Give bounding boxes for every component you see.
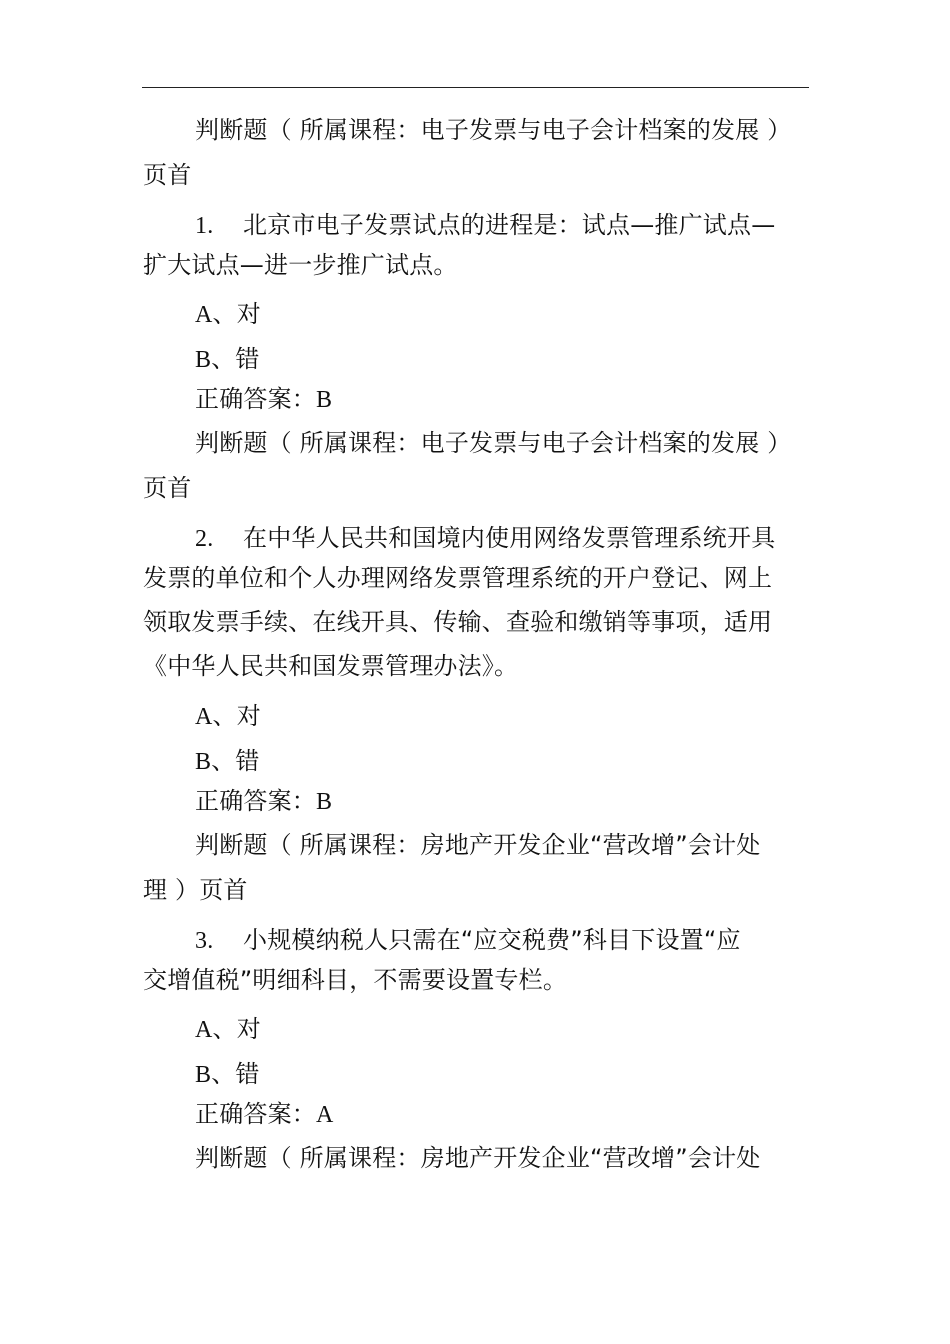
correct-answer: 正确答案：B (195, 385, 333, 413)
option-a: A、对 (195, 300, 261, 328)
question-header: 判断题（ 所属课程：电子发票与电子会计档案的发展 ） (195, 429, 792, 457)
correct-answer: 正确答案：A (195, 1100, 334, 1128)
question-text-line: 发票的单位和个人办理网络发票管理系统的开户登记、网上 (143, 564, 773, 592)
question-text-line: 《中华人民共和国发票管理办法》。 (143, 652, 519, 680)
question-header: 判断题（ 所属课程：房地产开发企业“营改增”会计处 (195, 1144, 761, 1172)
question-text-line: 2. 在中华人民共和国境内使用网络发票管理系统开具 (195, 522, 775, 555)
question-number: 3. (195, 928, 214, 954)
question-header: 判断题（ 所属课程：电子发票与电子会计档案的发展 ） (195, 116, 792, 144)
question-text-line: 交增值税”明细科目，不需要设置专栏。 (143, 966, 568, 994)
header-rule (142, 87, 809, 88)
correct-answer: 正确答案：B (195, 787, 333, 815)
question-text-line: 领取发票手续、在线开具、传输、查验和缴销等事项，适用 (143, 608, 773, 636)
question-text-line: 1. 北京市电子发票试点的进程是：试点—推广试点— (195, 209, 775, 242)
question-header-continued: 理 ）页首 (143, 876, 248, 904)
question-header-continued: 页首 (143, 474, 192, 502)
question-header-continued: 页首 (143, 161, 192, 189)
question-header: 判断题（ 所属课程：房地产开发企业“营改增”会计处 (195, 831, 761, 859)
question-number: 2. (195, 526, 214, 552)
option-a: A、对 (195, 1015, 261, 1043)
question-text-line: 扩大试点—进一步推广试点。 (143, 251, 458, 279)
option-b: B、错 (195, 345, 260, 373)
option-b: B、错 (195, 747, 260, 775)
option-a: A、对 (195, 702, 261, 730)
question-number: 1. (195, 213, 214, 239)
option-b: B、错 (195, 1060, 260, 1088)
question-text-line: 3. 小规模纳税人只需在“应交税费”科目下设置“应 (195, 924, 741, 957)
